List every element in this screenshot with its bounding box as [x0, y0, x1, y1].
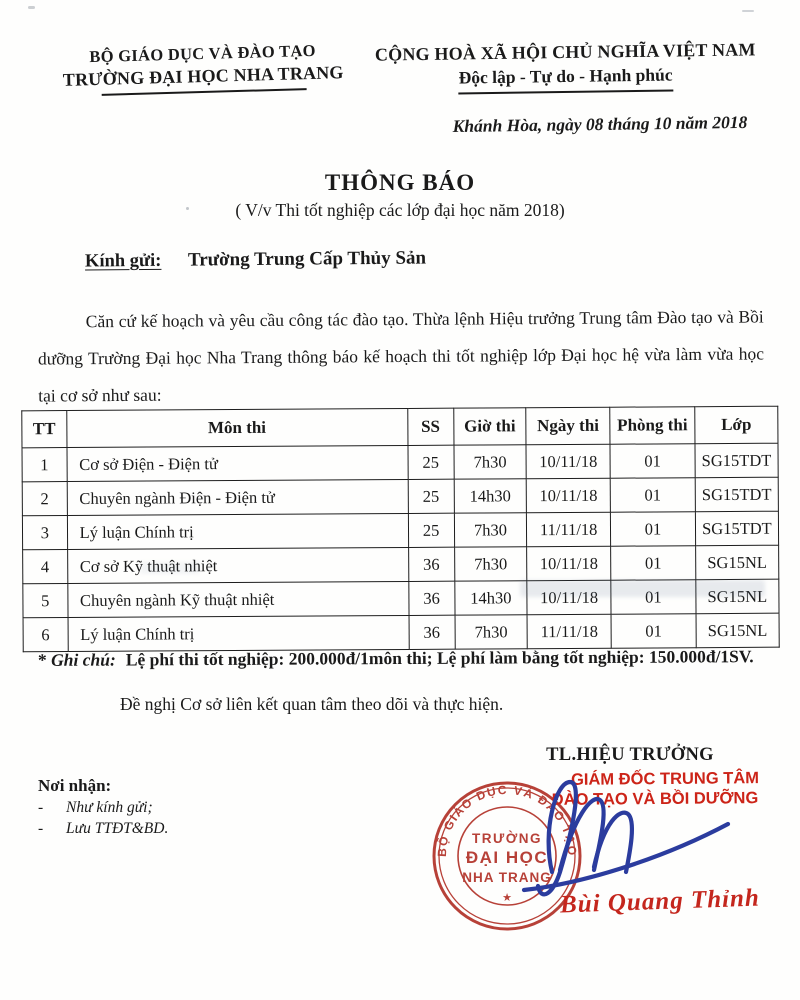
- signer-name: Bùi Quang Thỉnh: [559, 884, 761, 919]
- table-row: [22, 443, 778, 482]
- table-cell: 25: [408, 445, 454, 479]
- closing-sentence: Đề nghị Cơ sở liên kết quan tâm theo dõi và thực hiện.: [120, 694, 504, 714]
- ministry-name: BỘ GIÁO DỤC VÀ ĐÀO TẠO: [89, 40, 317, 67]
- col-header-lop: Lớp: [695, 406, 778, 444]
- signer-role-line1: GIÁM ĐỐC TRUNG TÂM: [570, 769, 760, 789]
- document-title: THÔNG BÁO: [324, 170, 476, 195]
- col-header-tt: TT: [22, 411, 67, 448]
- table-cell: 25: [408, 479, 454, 513]
- col-header-monthi: Môn thi: [66, 408, 407, 447]
- col-header-ss: SS: [407, 408, 453, 445]
- recipient-label: Kính gửi:: [84, 250, 162, 272]
- signer-role-line2: ĐÀO TẠO VÀ BỒI DƯỠNG: [551, 789, 759, 809]
- stamp-line3: NHA TRANG: [462, 870, 552, 885]
- dash-bullet: -: [38, 799, 44, 816]
- motto-line: Độc lập - Tự do - Hạnh phúc: [458, 64, 673, 88]
- national-motto-block: [358, 39, 774, 96]
- university-name: TRƯỜNG ĐẠI HỌC NHA TRANG: [62, 62, 344, 90]
- table-cell: 01: [611, 580, 696, 615]
- republic-title: CỘNG HOÀ XÃ HỘI CHỦ NGHĨA VIỆT NAM: [374, 39, 756, 65]
- table-cell: Cơ sở Kỹ thuật nhiệt: [67, 547, 408, 583]
- table-cell: 01: [611, 546, 696, 581]
- col-header-ngaythi: Ngày thi: [526, 407, 610, 445]
- document-title-block: [0, 170, 800, 221]
- place-date-line: Khánh Hòa, ngày 08 tháng 10 năm 2018: [452, 111, 748, 137]
- note-text: Lệ phí thi tốt nghiệp: 200.000đ/1môn thi; Lệ phí làm bằng tốt nghiệp: 150.000đ/1SV.: [125, 646, 754, 670]
- recipient-value: Trường Trung Cấp Thủy Sản: [187, 247, 427, 271]
- header-left-underline: [101, 88, 306, 96]
- exam-schedule-table: [21, 406, 779, 653]
- table-cell: 7h30: [455, 615, 528, 649]
- table-cell: Lý luận Chính trị: [67, 513, 408, 549]
- scan-bleedthrough: [520, 580, 765, 597]
- table-cell: 1: [22, 448, 67, 482]
- distribution-item-text: Lưu TTĐT&BD.: [66, 820, 169, 837]
- note-line: [38, 646, 768, 671]
- table-cell: 3: [22, 516, 67, 550]
- table-cell: 01: [610, 478, 695, 513]
- table-cell: Chuyên ngành Kỹ thuật nhiệt: [67, 581, 408, 617]
- dash-bullet: -: [38, 820, 44, 837]
- table-cell: 5: [23, 584, 68, 618]
- stamp-line2: ĐẠI HỌC: [465, 848, 549, 867]
- table-cell: SG15TDT: [695, 511, 778, 546]
- table-cell: SG15NL: [696, 579, 779, 614]
- note-label: Ghi chú:: [51, 649, 116, 670]
- table-cell: SG15NL: [695, 545, 778, 580]
- stamp-star-icon: ★: [502, 892, 512, 904]
- table-row: [22, 511, 778, 550]
- table-cell: 25: [408, 513, 454, 547]
- table-cell: SG15NL: [696, 613, 779, 648]
- table-cell: 7h30: [454, 513, 527, 547]
- table-cell: 10/11/18: [527, 580, 611, 615]
- table-cell: 11/11/18: [527, 512, 611, 547]
- document-subtitle: ( V/v Thi tốt nghiệp các lớp đại học năm 2018): [235, 200, 565, 220]
- distribution-label: Nơi nhận:: [38, 776, 112, 795]
- scan-speck: [742, 10, 754, 12]
- table-cell: 10/11/18: [526, 478, 610, 513]
- table-cell: 14h30: [454, 581, 527, 615]
- distribution-item: [38, 799, 168, 817]
- table-row: [23, 545, 779, 584]
- exam-table-body: [22, 443, 779, 652]
- table-cell: 7h30: [454, 445, 527, 479]
- table-cell: 4: [23, 550, 68, 584]
- scan-speck: [186, 207, 189, 210]
- note-marker: *: [37, 649, 47, 670]
- col-header-giothi: Giờ thi: [453, 408, 526, 445]
- signer-title: TL.HIỆU TRƯỞNG: [546, 745, 714, 765]
- table-cell: 14h30: [454, 479, 527, 513]
- distribution-item: [38, 820, 168, 838]
- table-cell: 7h30: [454, 547, 527, 581]
- recipient-line: [85, 248, 426, 273]
- col-header-phongthi: Phòng thi: [610, 407, 695, 445]
- table-row: [22, 477, 778, 516]
- table-cell: 01: [611, 512, 696, 547]
- table-cell: Lý luận Chính trị: [68, 615, 409, 651]
- table-cell: 01: [611, 614, 696, 649]
- scan-bleedthrough: [140, 562, 200, 574]
- table-cell: 01: [610, 444, 695, 479]
- issuing-agency-block: [47, 40, 358, 98]
- table-cell: 10/11/18: [526, 444, 610, 479]
- table-cell: 2: [22, 482, 67, 516]
- header-right-underline: [458, 89, 673, 94]
- table-cell: 11/11/18: [527, 614, 611, 649]
- table-cell: 36: [408, 547, 454, 581]
- table-cell: SG15TDT: [695, 443, 778, 478]
- table-cell: 36: [409, 615, 455, 649]
- stamp-line1: TRƯỜNG: [472, 831, 542, 846]
- distribution-list: [38, 776, 168, 838]
- table-cell: Cơ sở Điện - Điện tử: [67, 445, 408, 481]
- distribution-item-text: Như kính gửi;: [66, 799, 153, 816]
- stamp-ring-text: BỘ GIÁO DỤC VÀ ĐÀO TẠO: [434, 782, 580, 858]
- table-cell: 36: [408, 581, 454, 615]
- table-cell: SG15TDT: [695, 477, 778, 512]
- table-header-row: [22, 406, 778, 448]
- table-cell: 10/11/18: [527, 546, 611, 581]
- table-cell: Chuyên ngành Điện - Điện tử: [67, 479, 408, 515]
- table-cell: 6: [23, 618, 68, 652]
- body-paragraph: Căn cứ kế hoạch và yêu cầu công tác đào tạo. Thừa lệnh Hiệu trưởng Trung tâm Đào tạo và Bồi dưỡng Trường Đại học Nha Trang thông báo kế hoạch thi tốt nghiệp lớp Đại học hệ vừa làm vừa học tại cơ sở như sau:: [37, 306, 765, 406]
- scan-speck: [28, 6, 35, 9]
